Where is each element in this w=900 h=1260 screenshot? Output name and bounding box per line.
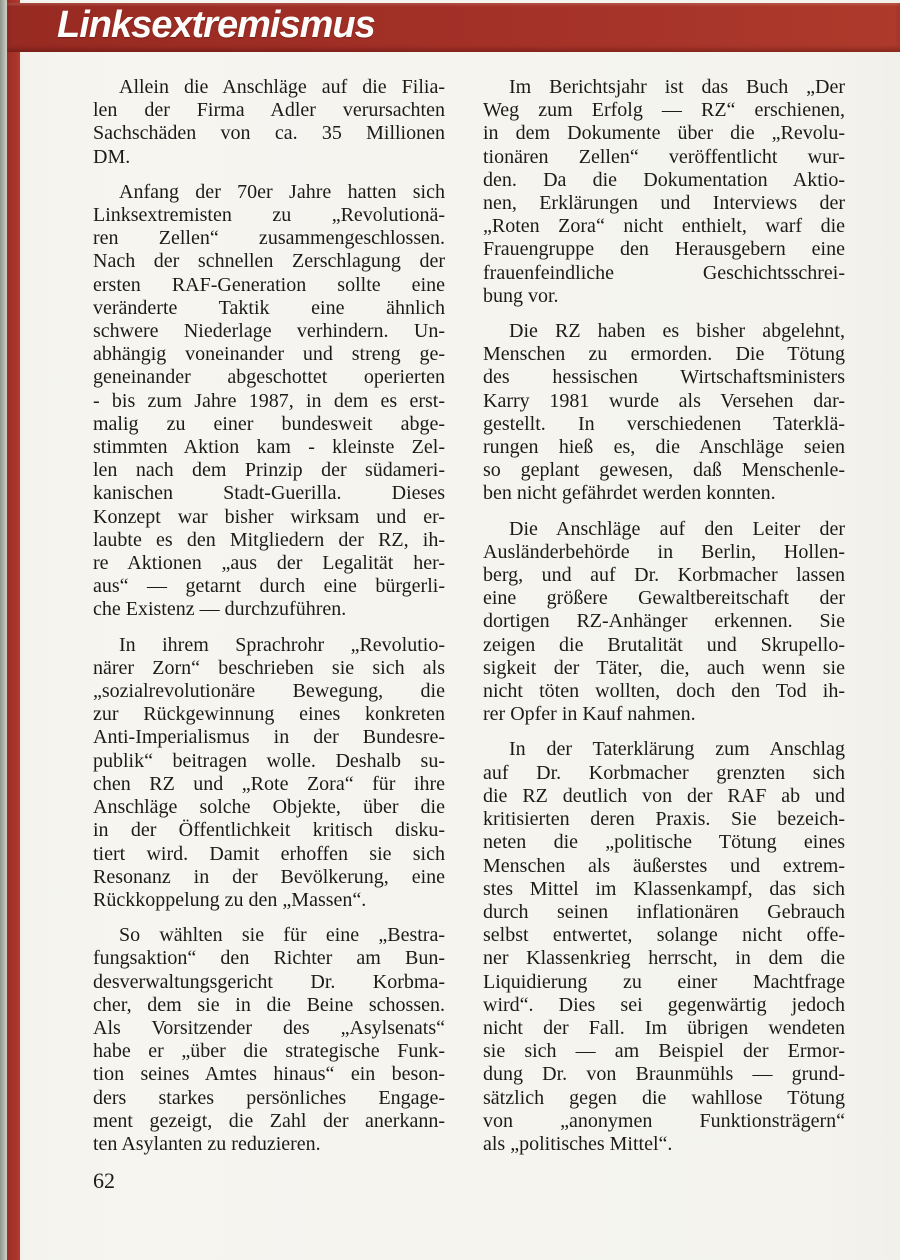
- text-line: fungsaktion“ den Richter am Bun-: [93, 947, 445, 970]
- text-line: Konzept war bisher wirksam und er-: [93, 505, 445, 528]
- text-line: stes Mittel im Klassenkampf, das sich: [483, 877, 845, 900]
- text-line: laubte es den Mitgliedern der RZ, ih-: [93, 528, 445, 551]
- text-line: habe er „über die strategische Funk-: [93, 1040, 445, 1063]
- text-line: Anschläge solche Objekte, über die: [93, 796, 445, 819]
- text-line: eine größere Gewaltbereitschaft der: [483, 587, 845, 610]
- text-line: Resonanz in der Bevölkerung, eine: [93, 865, 445, 888]
- paragraph: [93, 76, 445, 169]
- text-line: Linksextremisten zu „Revolutionä-: [93, 204, 445, 227]
- text-line: So wählten sie für eine „Bestra-: [119, 924, 445, 947]
- text-line: so geplant gewesen, daß Menschenle-: [483, 459, 845, 482]
- text-line: Karry 1981 wurde als Versehen dar-: [483, 389, 845, 412]
- text-line: „sozialrevolutionäre Bewegung, die: [93, 680, 445, 703]
- text-line: den. Da die Dokumentation Aktio-: [483, 168, 845, 191]
- text-line: ersten RAF-Generation sollte eine: [93, 273, 445, 296]
- text-line: bung vor.: [483, 284, 559, 307]
- text-line: Nach der schnellen Zerschlagung der: [93, 250, 445, 273]
- text-line: chen RZ und „Rote Zora“ für ihre: [93, 772, 445, 795]
- text-line: Menschen als äußerstes und extrem-: [483, 854, 845, 877]
- text-line: tion seines Amtes hinaus“ ein beson-: [93, 1063, 445, 1086]
- text-line: „Roten Zora“ nicht enthielt, warf die: [483, 215, 845, 238]
- text-line: Als Vorsitzender des „Asylsenats“: [93, 1016, 445, 1039]
- text-line: aus“ — getarnt durch eine bürgerli-: [93, 575, 445, 598]
- text-line: Weg zum Erfolg — RZ“ erschienen,: [483, 99, 845, 122]
- text-line: ment gezeigt, die Zahl der anerkann-: [93, 1109, 445, 1132]
- text-line: Frauengruppe den Herausgebern eine: [483, 238, 845, 261]
- section-header-banner: [7, 3, 900, 52]
- text-line: ders starkes persönliches Engage-: [93, 1086, 445, 1109]
- paragraph: [93, 634, 445, 912]
- paragraph: [483, 738, 845, 1156]
- text-line: geneinander abgeschottet operierten: [93, 366, 445, 389]
- text-line: selbst entwertet, solange nicht offe-: [483, 924, 845, 947]
- text-line: dung Dr. von Braunmühls — grund-: [483, 1063, 845, 1086]
- text-line: desverwaltungsgericht Dr. Korbma-: [93, 970, 445, 993]
- text-line: ner Klassenkrieg herrscht, in dem die: [483, 947, 845, 970]
- text-line: von „anonymen Funktionsträgern“: [483, 1109, 845, 1132]
- text-line: ten Asylanten zu reduzieren.: [93, 1132, 321, 1155]
- text-line: tiert wird. Damit erhoffen sie sich: [93, 842, 445, 865]
- text-line: tionären Zellen“ veröffentlicht wur-: [483, 145, 845, 168]
- text-line: frauenfeindliche Geschichtsschrei-: [483, 261, 845, 284]
- text-line: sigkeit der Täter, die, auch wenn sie: [483, 656, 845, 679]
- text-line: auf Dr. Korbmacher grenzten sich: [483, 761, 845, 784]
- text-line: kritisierten deren Praxis. Sie bezeich-: [483, 808, 845, 831]
- paragraph: [483, 76, 845, 308]
- text-line: Anti-Imperialismus in der Bundesre-: [93, 726, 445, 749]
- text-line: che Existenz — durchzuführen.: [93, 598, 347, 621]
- text-line: die RZ deutlich von der RAF ab und: [483, 784, 845, 807]
- text-line: Im Berichtsjahr ist das Buch „Der: [509, 76, 845, 98]
- text-line: publik“ beitragen wolle. Deshalb su-: [93, 749, 445, 772]
- text-line: Rückkoppelung zu den „Massen“.: [93, 888, 367, 911]
- text-line: schwere Niederlage verhindern. Un-: [93, 320, 445, 343]
- text-line: nicht der Fall. Im übrigen wendeten: [483, 1016, 845, 1039]
- text-column-left: [93, 76, 445, 1168]
- text-line: Ausländerbehörde in Berlin, Hollen-: [483, 540, 845, 563]
- text-line: zeigen die Brutalität und Skrupello-: [483, 633, 845, 656]
- text-line: Menschen zu ermorden. Die Tötung: [483, 343, 845, 366]
- text-line: Allein die Anschläge auf die Filia-: [119, 76, 445, 98]
- page-title: Linksextremismus: [57, 4, 375, 46]
- text-line: gestellt. In verschiedenen Taterklä-: [483, 412, 845, 435]
- text-line: - bis zum Jahre 1987, in dem es erst-: [93, 389, 445, 412]
- text-line: len der Firma Adler verursachten: [93, 99, 445, 122]
- left-red-stripe: [7, 0, 20, 1260]
- text-line: malig zu einer bundesweit abge-: [93, 412, 445, 435]
- text-line: berg, und auf Dr. Korbmacher lassen: [483, 564, 845, 587]
- paragraph: [483, 518, 845, 727]
- paragraph: [93, 924, 445, 1156]
- text-line: Die RZ haben es bisher abgelehnt,: [509, 320, 845, 343]
- paragraph: [483, 320, 845, 506]
- text-line: DM.: [93, 145, 131, 168]
- text-line: nicht töten wollten, doch den Tod ih-: [483, 680, 845, 703]
- text-line: wird“. Dies sei gegenwärtig jedoch: [483, 993, 845, 1016]
- text-column-right: [483, 76, 845, 1168]
- text-line: cher, dem sie in die Beine schossen.: [93, 993, 445, 1016]
- text-line: nen, Erklärungen und Interviews der: [483, 192, 845, 215]
- text-line: re Aktionen „aus der Legalität her-: [93, 552, 445, 575]
- text-line: abhängig voneinander und streng ge-: [93, 343, 445, 366]
- text-line: In der Taterklärung zum Anschlag: [509, 738, 845, 761]
- text-line: in dem Dokumente über die „Revolu-: [483, 122, 845, 145]
- text-line: rer Opfer in Kauf nahmen.: [483, 703, 696, 726]
- text-line: zur Rückgewinnung eines konkreten: [93, 703, 445, 726]
- text-line: als „politisches Mittel“.: [483, 1132, 673, 1155]
- text-line: närer Zorn“ beschrieben sie sich als: [93, 656, 445, 679]
- text-line: sie sich — am Beispiel der Ermor-: [483, 1040, 845, 1063]
- text-line: in der Öffentlichkeit kritisch disku-: [93, 819, 445, 842]
- text-line: des hessischen Wirtschaftsministers: [483, 366, 845, 389]
- text-line: Liquidierung zu einer Machtfrage: [483, 970, 845, 993]
- text-line: neten die „politische Tötung eines: [483, 831, 845, 854]
- text-line: ren Zellen“ zusammengeschlossen.: [93, 227, 445, 250]
- text-line: kanischen Stadt-Guerilla. Dieses: [93, 482, 445, 505]
- text-line: dortigen RZ-Anhänger erkennen. Sie: [483, 610, 845, 633]
- text-line: len nach dem Prinzip der südameri-: [93, 459, 445, 482]
- text-line: In ihrem Sprachrohr „Revolutio-: [119, 633, 445, 656]
- text-line: Die Anschläge auf den Leiter der: [509, 517, 845, 540]
- paragraph: [93, 181, 445, 622]
- text-line: durch seinen inflationären Gebrauch: [483, 900, 845, 923]
- text-line: veränderte Taktik eine ähnlich: [93, 296, 445, 319]
- text-line: Sachschäden von ca. 35 Millionen: [93, 122, 445, 145]
- text-line: stimmten Aktion kam - kleinste Zel-: [93, 436, 445, 459]
- text-line: Anfang der 70er Jahre hatten sich: [119, 180, 445, 203]
- text-line: ben nicht gefährdet werden konnten.: [483, 482, 776, 505]
- text-line: sätzlich gegen die wahllose Tötung: [483, 1086, 845, 1109]
- page-number: 62: [93, 1168, 115, 1193]
- text-line: rungen hieß es, die Anschläge seien: [483, 436, 845, 459]
